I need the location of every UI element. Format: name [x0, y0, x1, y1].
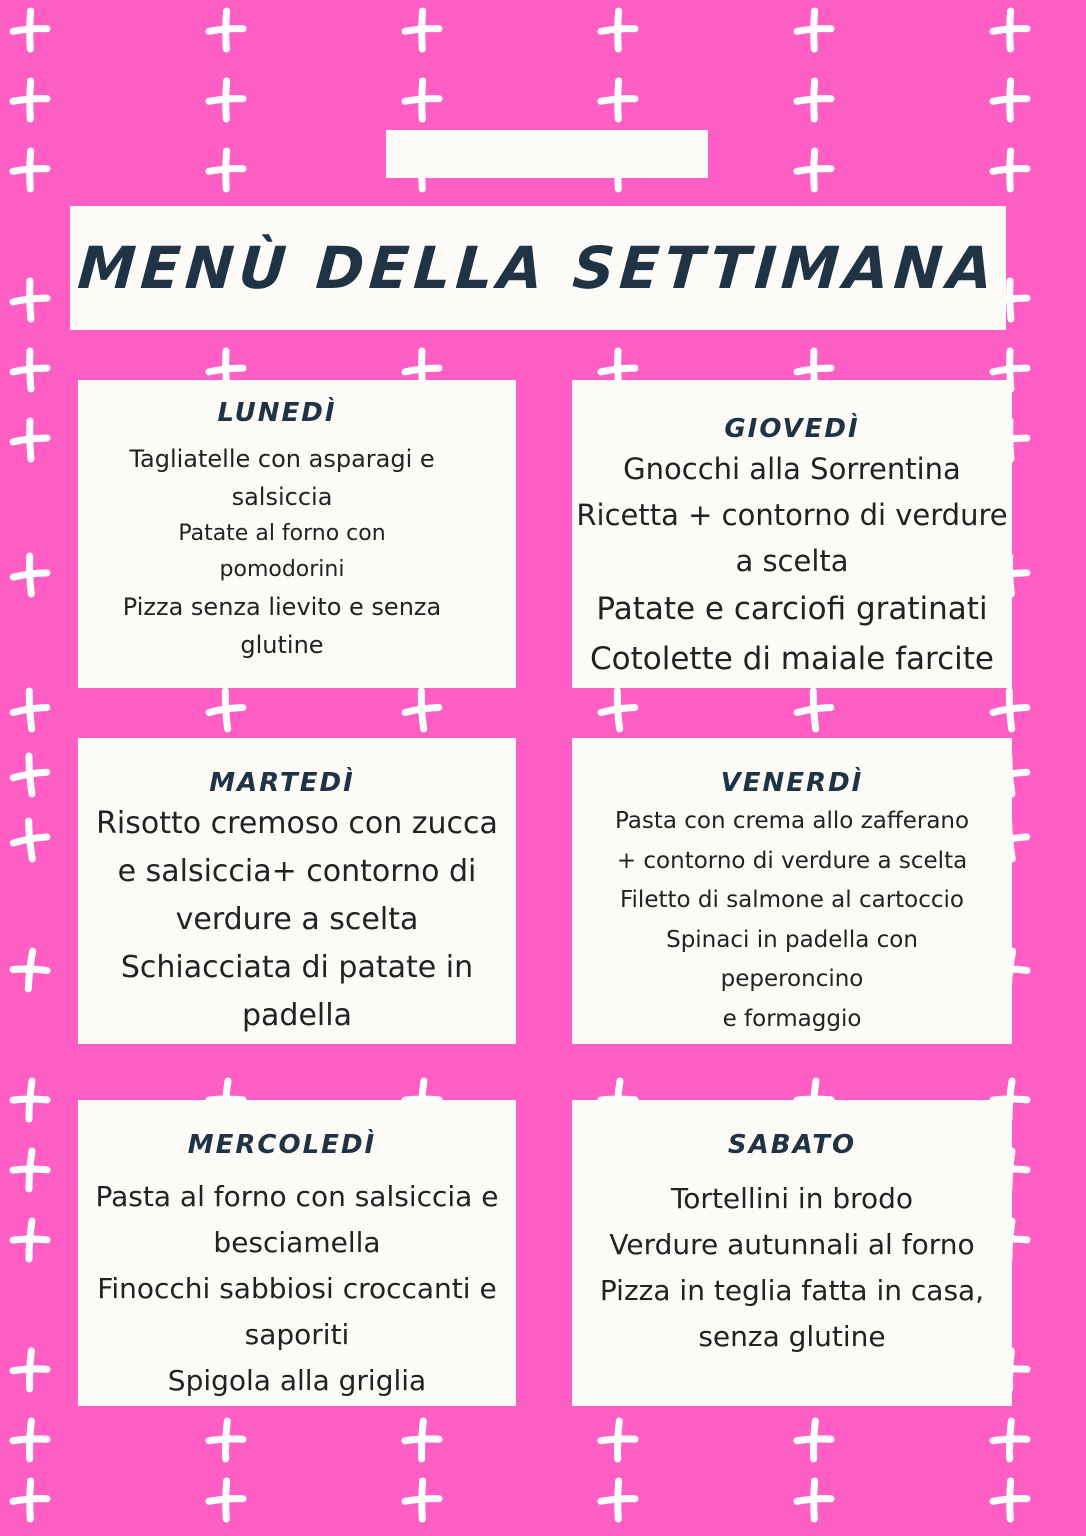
- cross-icon: [12, 1150, 48, 1190]
- menu-item: Spigola alla griglia: [167, 1364, 427, 1397]
- day-heading: VENERDÌ: [720, 768, 864, 798]
- cross-icon: [209, 1481, 244, 1520]
- menu-item: padella: [242, 998, 352, 1033]
- cross-icon: [11, 950, 48, 991]
- cross-icon: [13, 1481, 48, 1520]
- cross-icon: [12, 1080, 48, 1120]
- menu-item: a scelta: [735, 544, 849, 578]
- cross-icon: [993, 1421, 1028, 1460]
- cross-icon: [12, 350, 48, 390]
- menu-item: saporiti: [244, 1318, 350, 1351]
- cross-icon: [12, 555, 49, 595]
- day-card-lunedi: [78, 380, 516, 688]
- cross-icon: [993, 11, 1028, 50]
- menu-item: verdure a scelta: [175, 902, 419, 937]
- menu-item: Tagliatelle con asparagi e: [129, 445, 435, 473]
- cross-icon: [601, 81, 636, 120]
- day-card-mercoledi: [78, 1100, 516, 1406]
- cross-icon: [993, 81, 1028, 120]
- day-card-sabato: [572, 1100, 1012, 1406]
- day-heading: GIOVEDÌ: [724, 414, 860, 444]
- menu-item: Pizza senza lievito e senza: [122, 593, 442, 621]
- day-heading: LUNEDÌ: [217, 398, 337, 428]
- cross-icon: [209, 11, 244, 50]
- cross-icon: [599, 690, 636, 731]
- cross-icon: [405, 11, 440, 50]
- menu-item: + contorno di verdure a scelta: [616, 847, 968, 874]
- menu-item: Ricetta + contorno di verdure: [576, 498, 1008, 532]
- header-blank-bar: [386, 130, 708, 178]
- menu-item: Verdure autunnali al forno: [609, 1228, 975, 1261]
- cross-icon: [601, 11, 636, 50]
- cross-icon: [797, 81, 832, 120]
- day-card-giovedi: [572, 380, 1012, 688]
- menu-item: Finocchi sabbiosi croccanti e: [97, 1272, 497, 1305]
- cross-icon: [13, 11, 48, 50]
- day-heading: SABATO: [727, 1130, 857, 1160]
- cross-icon: [11, 690, 48, 731]
- cross-icon: [797, 1421, 832, 1460]
- cross-icon: [13, 1421, 48, 1460]
- cross-icon: [209, 151, 244, 190]
- menu-item: besciamella: [213, 1226, 381, 1259]
- menu-item: Patate al forno con: [178, 521, 386, 546]
- page-title: MENÙ DELLA SETTIMANA: [75, 234, 1001, 302]
- cross-icon: [601, 1481, 636, 1520]
- cross-icon: [12, 1220, 48, 1260]
- cross-icon: [795, 690, 832, 731]
- menu-item: pomodorini: [219, 557, 345, 582]
- cross-icon: [991, 690, 1028, 731]
- day-heading: MARTEDÌ: [209, 768, 355, 798]
- day-card-venerdi: [572, 738, 1012, 1044]
- cross-icon: [993, 151, 1028, 190]
- cross-icon: [797, 1481, 832, 1520]
- menu-item: senza glutine: [698, 1320, 886, 1353]
- cross-icon: [405, 1421, 440, 1460]
- menu-item: glutine: [240, 631, 324, 659]
- menu-item: Pasta con crema allo zafferano: [614, 808, 970, 834]
- cross-icon: [11, 754, 49, 795]
- cross-icon: [12, 280, 48, 320]
- menu-item: peperoncino: [720, 966, 864, 992]
- menu-item: e salsiccia+ contorno di: [117, 854, 477, 889]
- cross-icon: [993, 1481, 1028, 1520]
- cross-icon: [13, 151, 48, 190]
- cross-icon: [13, 1351, 48, 1390]
- menu-item: Cotolette di maiale farcite: [590, 641, 994, 677]
- cross-icon: [209, 81, 244, 120]
- menu-item: Gnocchi alla Sorrentina: [623, 452, 961, 486]
- title-banner: [70, 206, 1006, 330]
- menu-item: salsiccia: [231, 483, 333, 511]
- cross-icon: [403, 690, 440, 731]
- menu-item: Filetto di salmone al cartoccio: [619, 887, 965, 913]
- menu-item: Risotto cremoso con zucca: [96, 806, 498, 841]
- menu-item: Schiacciata di patate in: [120, 950, 474, 985]
- cross-icon: [207, 690, 244, 731]
- cross-icon: [11, 819, 49, 861]
- menu-item: Pizza in teglia fatta in casa,: [599, 1274, 985, 1307]
- cross-icon: [209, 1421, 244, 1460]
- menu-item: Tortellini in brodo: [670, 1182, 914, 1215]
- menu-item: Pasta al forno con salsiccia e: [95, 1180, 499, 1213]
- cross-icon: [405, 81, 440, 120]
- cross-icon: [13, 81, 48, 120]
- day-card-martedi: [78, 738, 516, 1044]
- menu-item: Patate e carciofi gratinati: [596, 591, 988, 627]
- cross-icon: [797, 151, 832, 190]
- menu-item: e formaggio: [722, 1005, 862, 1032]
- cross-icon: [601, 1421, 636, 1460]
- menu-item: Spinaci in padella con: [666, 926, 918, 953]
- day-heading: MERCOLEDÌ: [187, 1130, 377, 1160]
- cross-icon: [405, 1481, 440, 1520]
- cross-icon: [797, 11, 832, 50]
